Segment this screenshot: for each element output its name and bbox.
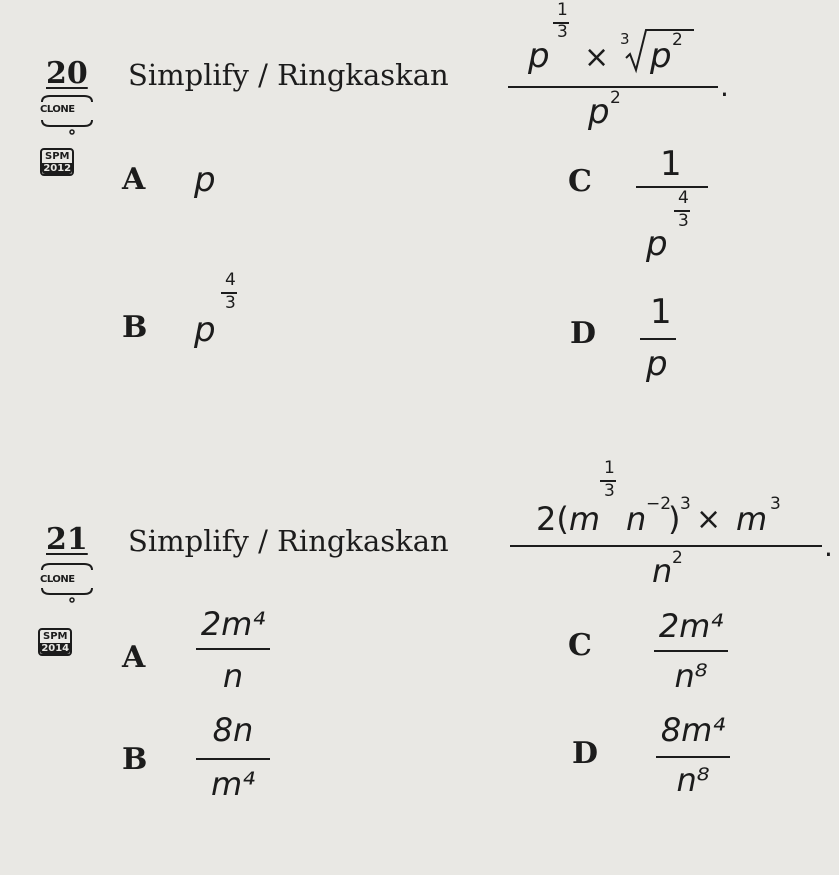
option-value: p — [194, 310, 216, 350]
spm-badge — [40, 148, 74, 176]
prompt-text: Simplify / Ringkaskan — [128, 524, 449, 558]
times-sign: × — [584, 40, 610, 75]
option-den: n⁸ — [676, 761, 710, 799]
option-num: 1 — [660, 144, 682, 184]
option-letter: C — [568, 628, 592, 663]
expr-exp-num: 1 — [557, 0, 568, 20]
expr-den-n: n — [652, 552, 673, 590]
question-number: 21 — [46, 522, 88, 557]
spm-label: SPM — [43, 631, 68, 642]
expr-exp-num: 1 — [604, 458, 615, 478]
option-num: 8m⁴ — [660, 711, 726, 749]
prompt-text: Simplify / Ringkaskan — [128, 58, 449, 92]
option-exp-num: 4 — [678, 188, 689, 208]
option-fraction-bar — [636, 186, 708, 188]
option-den: n — [222, 657, 244, 695]
option-num: 2m⁴ — [658, 607, 724, 645]
spm-year: 2012 — [43, 163, 72, 174]
option-letter: B — [122, 742, 148, 777]
spm-label: SPM — [45, 151, 70, 162]
option-num: 1 — [650, 292, 672, 332]
expr-m: m — [736, 500, 768, 538]
option-value: p — [194, 160, 216, 200]
period: . — [824, 530, 833, 563]
clone-label: CLONE — [40, 574, 75, 585]
expr-numerator: 2(m — [536, 500, 601, 538]
option-exp-den: 3 — [225, 293, 236, 313]
option-fraction — [190, 604, 276, 696]
option-fraction — [648, 606, 734, 696]
option-den: m⁴ — [211, 765, 255, 803]
expr-den-exp: 2 — [610, 88, 621, 108]
expr-exp-den: 3 — [604, 481, 615, 501]
option-fraction — [190, 710, 276, 804]
option-letter: C — [568, 164, 592, 199]
option-fraction — [650, 710, 736, 800]
option-letter: D — [570, 316, 597, 351]
expr-close: ) — [668, 500, 681, 538]
expr-p: p — [528, 36, 550, 76]
option-letter: A — [122, 640, 146, 675]
option-num: 2m⁴ — [200, 605, 266, 643]
expr-exp-den: 3 — [557, 22, 568, 42]
clone-label: CLONE — [40, 104, 75, 115]
main-fraction-bar — [510, 545, 822, 547]
expr-den-p: p — [588, 92, 610, 132]
option-exp-den: 3 — [678, 211, 689, 231]
option-letter: B — [122, 310, 148, 345]
clone-icon — [40, 94, 100, 144]
option-fraction-bar — [640, 338, 676, 340]
expr-n-exp: −2 — [646, 494, 672, 514]
option-letter: A — [122, 162, 146, 197]
expr-m-exp: 3 — [770, 494, 781, 514]
expr-close-exp: 3 — [680, 494, 691, 514]
expr-n: n — [626, 500, 647, 538]
option-num: 8n — [212, 711, 254, 749]
question-prompt — [128, 58, 449, 92]
expr-den-exp: 2 — [672, 548, 683, 568]
option-den-p: p — [646, 344, 668, 384]
radicand-exp: 2 — [672, 30, 683, 50]
option-den-p: p — [646, 224, 668, 264]
option-den: n⁸ — [674, 657, 708, 695]
clone-icon — [40, 562, 100, 612]
period: . — [720, 70, 729, 103]
radicand-p: p — [650, 36, 672, 76]
question-number: 20 — [46, 56, 88, 91]
option-exp-num: 4 — [225, 270, 236, 290]
spm-badge — [38, 628, 72, 656]
question-prompt — [128, 524, 449, 558]
root-index: 3 — [620, 30, 630, 48]
spm-year: 2014 — [41, 643, 70, 654]
option-letter: D — [572, 736, 599, 771]
times-sign: × — [696, 502, 722, 537]
